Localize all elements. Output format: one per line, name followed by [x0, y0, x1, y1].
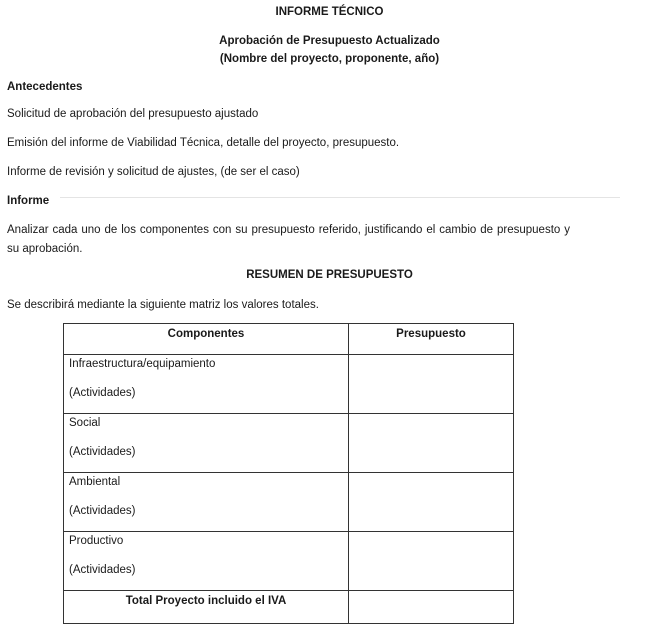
informe-text: Analizar cada uno de los componentes con su presupuesto referido, justificando el cambio de presupuesto y su aprobación. — [7, 224, 570, 255]
table-row — [64, 532, 514, 591]
resumen-heading: RESUMEN DE PRESUPUESTO — [246, 269, 413, 281]
component-name: Infraestructura/equipamiento — [69, 358, 216, 370]
component-cell — [64, 532, 349, 591]
component-cell — [64, 355, 349, 414]
budget-table — [63, 323, 514, 624]
table-row — [64, 473, 514, 532]
section-divider — [60, 197, 620, 198]
total-value-cell — [349, 591, 514, 624]
document-subtitle-details: (Nombre del proyecto, proponente, año) — [219, 53, 440, 65]
document-title: INFORME TÉCNICO — [275, 6, 384, 18]
table-row — [64, 414, 514, 473]
component-activities: (Actividades) — [69, 446, 136, 458]
component-cell — [64, 473, 349, 532]
component-name: Productivo — [69, 535, 124, 547]
informe-heading: Informe — [7, 195, 50, 207]
component-name: Social — [69, 417, 101, 429]
table-header-row — [64, 324, 514, 355]
document-subtitle: Aprobación de Presupuesto Actualizado — [219, 35, 440, 47]
budget-cell — [349, 473, 514, 532]
component-activities: (Actividades) — [69, 505, 136, 517]
antecedente-item-1: Solicitud de aprobación del presupuesto ajustado — [7, 108, 259, 120]
budget-cell — [349, 414, 514, 473]
antecedente-item-2: Emisión del informe de Viabilidad Técnica, detalle del proyecto, presupuesto. — [7, 137, 400, 149]
component-activities: (Actividades) — [69, 564, 136, 576]
header-presupuesto: Presupuesto — [349, 324, 514, 355]
component-cell — [64, 414, 349, 473]
total-label: Total Proyecto incluido el IVA — [64, 591, 349, 624]
header-componentes: Componentes — [64, 324, 349, 355]
antecedente-item-3: Informe de revisión y solicitud de ajustes, (de ser el caso) — [7, 166, 300, 178]
component-name: Ambiental — [69, 476, 121, 488]
budget-cell — [349, 355, 514, 414]
resumen-intro: Se describirá mediante la siguiente matriz los valores totales. — [7, 299, 319, 311]
table-row — [64, 355, 514, 414]
antecedentes-heading: Antecedentes — [7, 81, 83, 93]
budget-cell — [349, 532, 514, 591]
total-row — [64, 591, 514, 624]
component-activities: (Actividades) — [69, 387, 136, 399]
